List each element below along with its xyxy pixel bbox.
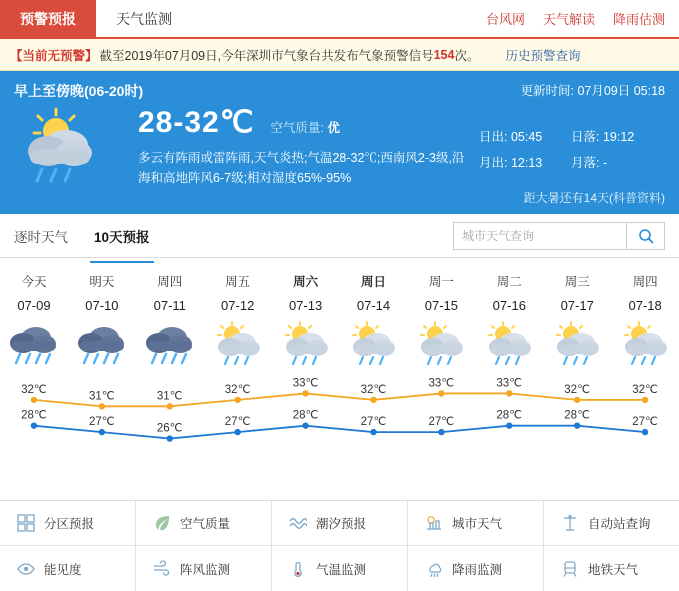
moonrise-row: [479, 153, 571, 171]
temperature-label: 32℃: [632, 383, 658, 396]
eye-icon: [16, 559, 36, 579]
temperature-point: [370, 429, 376, 435]
temperature-point: [234, 429, 240, 435]
link-gust-monitor[interactable]: [136, 546, 272, 591]
bottom-link-row-1: [0, 501, 679, 546]
forecast-icon-cell: [407, 313, 475, 371]
link-metro-weather[interactable]: [544, 546, 679, 591]
temperature-point: [302, 422, 308, 428]
forecast-icon-cell: [136, 313, 204, 371]
forecast-date-label: 07-16: [492, 298, 526, 313]
forecast-date-label: 07-10: [85, 298, 119, 313]
forecast-date-cell: [272, 290, 340, 313]
sun-cloud-rain-icon: [272, 313, 340, 371]
forecast-day-cell[interactable]: [68, 264, 136, 290]
link-tide-forecast[interactable]: [272, 501, 408, 546]
tab-hourly[interactable]: 逐时天气: [14, 229, 68, 245]
temperature-label: 32℃: [224, 383, 251, 396]
temperature-point: [167, 403, 173, 409]
forecast-icon-row: [0, 313, 679, 371]
link-label: 空气质量: [180, 517, 231, 531]
nav-links: [486, 0, 679, 37]
alert-status-tag: 【当前无预警】: [10, 48, 98, 63]
sun-cloud-rain-icon: [407, 313, 475, 371]
forecast-day-label: 今天: [21, 275, 47, 289]
link-label: 气温监测: [316, 562, 367, 577]
forecast-date-label: 07-17: [560, 298, 594, 313]
temperature-line: [34, 426, 645, 439]
city-search: [453, 222, 665, 250]
forecast-day-cell[interactable]: [475, 264, 543, 290]
wind-icon: [152, 559, 172, 579]
sunset-label: 日落:: [571, 130, 600, 144]
forecast-icon-cell: [475, 313, 543, 371]
moonrise-value: 12:13: [510, 156, 543, 170]
ten-day-forecast: [0, 258, 679, 468]
rain-icon: [424, 559, 444, 579]
sun-cloud-rain-icon: [475, 313, 543, 371]
bottom-links: [0, 500, 679, 591]
link-city-weather[interactable]: [408, 501, 544, 546]
link-label: 分区预报: [44, 517, 95, 531]
temperature-point: [438, 390, 444, 396]
thermometer-icon: [288, 559, 308, 579]
train-icon: [560, 559, 580, 579]
forecast-date-label: 07-18: [628, 298, 662, 313]
wave-icon: [288, 513, 308, 533]
forecast-date-label: 07-12: [221, 298, 255, 313]
temperature-label: 28℃: [292, 409, 319, 422]
forecast-icon-cell: [340, 313, 408, 371]
link-district-forecast[interactable]: [0, 501, 136, 546]
city-sun-icon: [424, 513, 444, 533]
link-label: 阵风监测: [180, 562, 231, 577]
temperature-label: 27℃: [428, 416, 455, 429]
forecast-tabs-row: [0, 214, 679, 258]
alert-unit: 次。: [454, 48, 480, 63]
forecast-period-label: 早上至傍晚(06-20时): [14, 83, 144, 99]
link-label: 自动站查询: [588, 517, 651, 531]
forecast-day-cell[interactable]: [204, 264, 272, 290]
forecast-date-cell: [0, 290, 68, 313]
alert-count: 154: [433, 47, 455, 62]
forecast-day-cell[interactable]: [611, 264, 679, 290]
search-icon[interactable]: [626, 223, 664, 249]
cloud-rain-icon: [68, 313, 136, 371]
temperature-label: 28℃: [564, 409, 591, 422]
temperature-label: 27℃: [632, 416, 658, 429]
forecast-date-cell: [543, 290, 611, 313]
forecast-icon-cell: [272, 313, 340, 371]
sun-cloud-rain-icon: [611, 313, 679, 371]
forecast-icon-cell: [204, 313, 272, 371]
forecast-date-cell: [475, 290, 543, 313]
forecast-day-label: 周二: [496, 275, 522, 289]
forecast-day-row: [0, 264, 679, 290]
temperature-label: 28℃: [21, 409, 47, 422]
forecast-date-label: 07-13: [288, 298, 323, 313]
temperature-label: 26℃: [156, 422, 183, 435]
forecast-day-label: 明天: [89, 275, 115, 289]
link-label: 地铁天气: [588, 562, 639, 577]
moonset-row: [571, 153, 663, 171]
moonrise-label: 月出:: [479, 156, 508, 170]
nav-link-interpretation[interactable]: 天气解读: [542, 12, 595, 27]
seasonal-note[interactable]: 距大暑还有14天(科普资料): [523, 191, 665, 205]
weather-description: 多云有阵雨或雷阵雨,天气炎热;气温28-32℃;西南风2-3级,沿海和高地阵风6-7级;相对湿度65%-95%: [138, 151, 465, 185]
air-quality-label: 空气质量:: [270, 121, 324, 135]
temperature-point: [167, 435, 173, 441]
forecast-date-cell: [68, 290, 136, 313]
forecast-date-label: 07-14: [356, 298, 391, 313]
temperature-label: 28℃: [496, 409, 523, 422]
link-label: 城市天气: [452, 517, 503, 531]
station-icon: [560, 513, 580, 533]
alert-text: 截至2019年07月09日,今年深圳市气象台共发布气象预警信号: [99, 48, 434, 63]
air-quality-value: 优: [327, 121, 340, 135]
forecast-day-cell[interactable]: [0, 264, 68, 290]
forecast-date-label: 07-09: [17, 298, 51, 313]
alert-bar: [0, 39, 679, 71]
bottom-link-row-2: [0, 546, 679, 591]
forecast-day-cell[interactable]: [272, 264, 340, 290]
forecast-date-label: 07-15: [424, 298, 459, 313]
current-weather-panel: [0, 71, 679, 214]
forecast-day-label: 周四: [632, 275, 658, 289]
forecast-day-cell[interactable]: [407, 264, 475, 290]
forecast-day-label: 周四: [157, 275, 183, 289]
forecast-icon-cell: [543, 313, 611, 371]
tab-ten-day[interactable]: 10天预报: [94, 220, 150, 252]
forecast-icon-cell: [68, 313, 136, 371]
temperature-label: 31℃: [88, 390, 115, 403]
air-quality: [270, 118, 339, 136]
forecast-day-label: 周六: [293, 275, 319, 289]
cloud-rain-icon: [0, 313, 68, 371]
leaf-icon: [152, 513, 172, 533]
link-rain-monitor[interactable]: [408, 546, 544, 591]
temperature-line: [34, 393, 645, 406]
temperature-label: 32℃: [564, 383, 591, 396]
link-visibility[interactable]: [0, 546, 136, 591]
temperature-label: 32℃: [360, 383, 387, 396]
nav-tab-monitor[interactable]: 天气监测: [116, 10, 172, 27]
update-time: [520, 81, 665, 99]
temperature-label: 27℃: [88, 416, 115, 429]
moonset-label: 月落:: [571, 156, 600, 170]
temperature-label: 31℃: [156, 390, 183, 403]
search-input[interactable]: [454, 223, 626, 249]
forecast-icon-cell: [0, 313, 68, 371]
sun-cloud-rain-icon: [14, 105, 134, 201]
temperature-point: [302, 390, 308, 396]
forecast-day-label: 周日: [360, 275, 386, 289]
temperature-point: [234, 397, 240, 403]
forecast-day-cell[interactable]: [340, 264, 408, 290]
link-label: 降雨监测: [452, 562, 503, 577]
forecast-day-label: 周五: [225, 275, 251, 289]
temperature-point: [642, 429, 648, 435]
sunrise-value: 05:45: [510, 130, 543, 144]
link-air-quality[interactable]: [136, 501, 272, 546]
temperature-point: [31, 422, 37, 428]
temperature-point: [506, 422, 512, 428]
sunrise-label: 日出:: [479, 130, 508, 144]
forecast-date-cell: [407, 290, 475, 313]
sunrise-row: [479, 127, 571, 145]
nav-tab-forecast[interactable]: 预警预报: [0, 0, 96, 37]
temperature-label: 33℃: [428, 377, 455, 390]
forecast-day-cell[interactable]: [543, 264, 611, 290]
temperature-point: [370, 397, 376, 403]
sun-cloud-rain-icon: [543, 313, 611, 371]
forecast-day-label: 周三: [564, 275, 590, 289]
link-label: 潮汐预报: [316, 517, 367, 531]
sun-moon-times: [479, 105, 665, 201]
temperature-point: [99, 429, 105, 435]
forecast-icon-cell: [611, 313, 679, 371]
forecast-day-label: 周一: [428, 275, 454, 289]
link-auto-station[interactable]: [544, 501, 679, 546]
link-label: 能见度: [44, 562, 82, 577]
forecast-date-row: [0, 290, 679, 313]
link-temperature-monitor[interactable]: [272, 546, 408, 591]
temperature-chart: [0, 373, 679, 465]
alert-history-link[interactable]: 历史预警查询: [505, 48, 581, 63]
temperature-label: 32℃: [21, 383, 47, 396]
temperature-label: 33℃: [292, 377, 319, 390]
nav-link-typhoon[interactable]: 台风网: [485, 12, 525, 27]
temperature-point: [574, 422, 580, 428]
sunset-value: 19:12: [602, 130, 635, 144]
temperature-point: [438, 429, 444, 435]
temperature-label: 27℃: [360, 416, 387, 429]
sun-cloud-rain-icon: [204, 313, 272, 371]
forecast-date-label: 07-11: [153, 298, 186, 313]
forecast-date-cell: [204, 290, 272, 313]
nav-link-rain-estimate[interactable]: 降雨估测: [612, 12, 665, 27]
forecast-day-cell[interactable]: [136, 264, 204, 290]
temperature-label: 27℃: [224, 416, 251, 429]
current-temperature: 28-32℃: [138, 106, 255, 139]
top-navigation: [0, 0, 679, 39]
update-time-value: 07月09日 05:18: [577, 84, 665, 98]
moonset-value: -: [602, 156, 608, 170]
update-time-label: 更新时间:: [520, 84, 574, 98]
temperature-point: [506, 390, 512, 396]
grid-icon: [16, 513, 36, 533]
temperature-point: [642, 397, 648, 403]
forecast-date-cell: [340, 290, 408, 313]
sunset-row: [571, 127, 663, 145]
temperature-point: [99, 403, 105, 409]
forecast-date-cell: [611, 290, 679, 313]
sun-cloud-rain-icon: [340, 313, 408, 371]
temperature-point: [31, 397, 37, 403]
temperature-point: [574, 397, 580, 403]
temperature-label: 33℃: [496, 377, 523, 390]
cloud-rain-icon: [136, 313, 204, 371]
forecast-date-cell: [136, 290, 204, 313]
nav-tabs: [0, 0, 192, 37]
